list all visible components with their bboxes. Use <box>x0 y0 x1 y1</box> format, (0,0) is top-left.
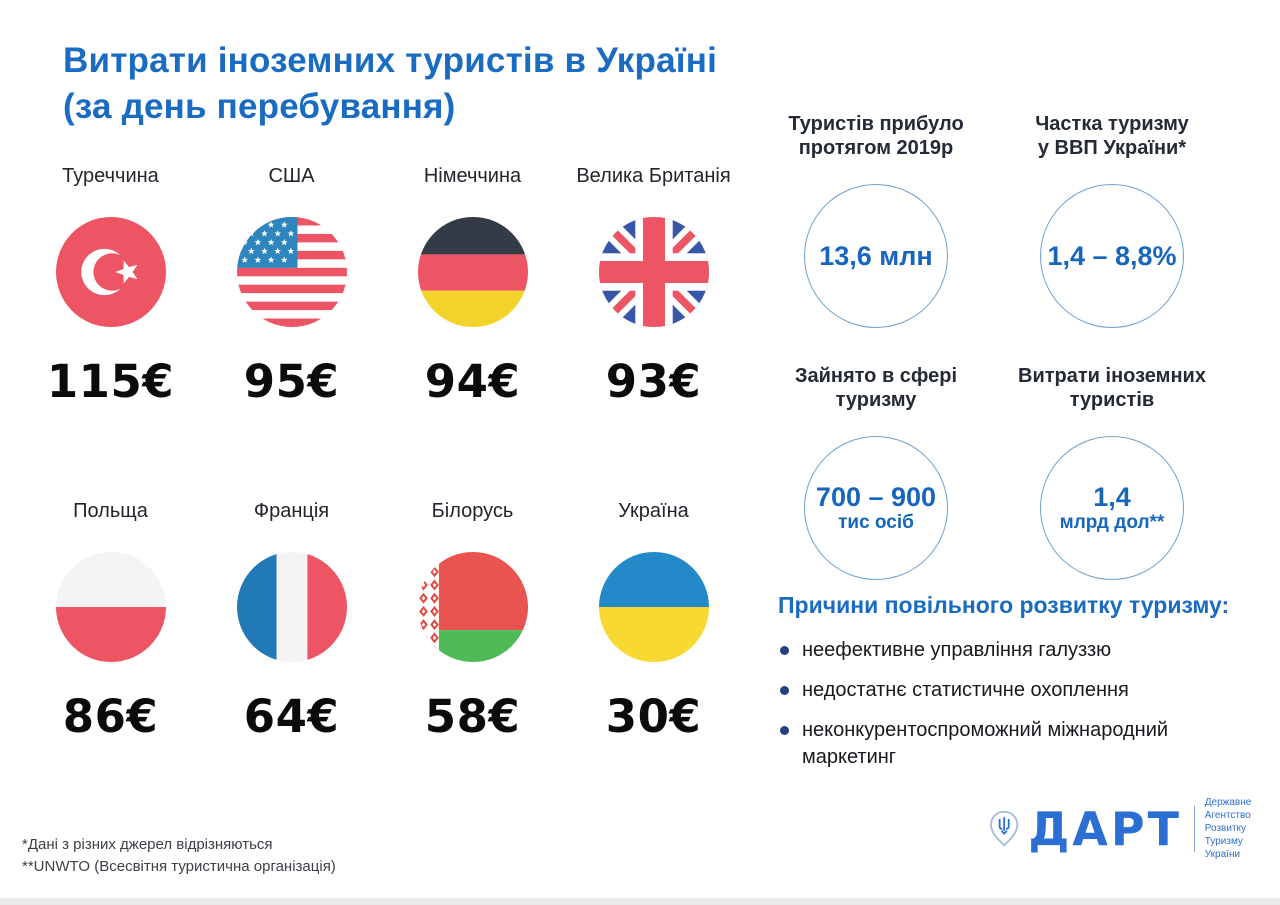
dart-logo <box>986 796 1280 861</box>
stat-circle <box>804 436 948 580</box>
footnote-unwto: **UNWTO (Всесвітня туристична організація) <box>22 858 336 875</box>
bottom-strip <box>0 898 1280 905</box>
location-pin-trident-icon <box>986 804 1022 854</box>
logo-wordmark: ДАРТ <box>1028 801 1182 856</box>
flag-germany-icon <box>418 217 528 327</box>
stat-label: Витрати іноземних туристів <box>1018 365 1206 411</box>
page-title <box>63 38 717 130</box>
country-value: 95€ <box>243 355 340 408</box>
flag-ukraine-icon <box>599 552 709 662</box>
country-card-usa <box>201 165 382 408</box>
bullet-dot <box>780 686 789 695</box>
country-label: Україна <box>618 500 689 522</box>
logo-divider <box>1194 806 1195 852</box>
country-value: 30€ <box>605 690 702 743</box>
country-label: Велика Британія <box>576 165 731 187</box>
country-value: 58€ <box>424 690 521 743</box>
stat-value: 1,4 – 8,8% <box>1047 241 1177 271</box>
flag-belarus-icon <box>418 552 528 662</box>
country-label: Білорусь <box>431 500 514 522</box>
stat-subvalue: тис осіб <box>838 512 914 533</box>
stat-foreign-tourist-spend <box>1018 364 1206 580</box>
stat-value: 13,6 млн <box>819 241 933 271</box>
country-label: Польща <box>73 500 148 522</box>
flag-france-icon <box>237 552 347 662</box>
logo-tagline: Державне Агентство Розвитку Туризму України <box>1204 797 1252 860</box>
country-card-ukraine <box>563 500 744 743</box>
stat-subvalue: млрд дол** <box>1059 512 1165 533</box>
stat-value: 700 – 900 <box>815 482 937 512</box>
country-label: Туреччина <box>62 165 159 187</box>
country-card-germany <box>382 165 563 408</box>
stat-label: Частка туризму у ВВП України* <box>1035 113 1189 159</box>
stat-gdp-share <box>1035 112 1189 328</box>
stat-circle <box>1040 184 1184 328</box>
stat-label: Туристів прибуло протягом 2019р <box>788 113 964 159</box>
country-card-uk <box>563 165 744 408</box>
stat-circle <box>804 184 948 328</box>
stat-employed-in-tourism <box>795 364 957 580</box>
reasons-heading: Причини повільного розвитку туризму: <box>778 592 1230 618</box>
country-card-belarus <box>382 500 563 743</box>
country-value: 115€ <box>46 355 175 408</box>
reason-item: неефективне управління галуззю <box>778 637 1230 664</box>
flag-usa-icon <box>237 217 347 327</box>
page-title-line2: (за день перебування) <box>63 87 456 126</box>
page-title-line1: Витрати іноземних туристів в Україні <box>63 41 718 80</box>
stat-tourists-arrived <box>788 112 963 328</box>
country-label: США <box>268 165 315 187</box>
reason-item: неконкурентоспроможний міжнародний маркетинг <box>778 717 1230 771</box>
country-value: 64€ <box>243 690 340 743</box>
stat-circle <box>1040 436 1184 580</box>
bullet-dot <box>780 646 789 655</box>
reason-item: недостатнє статистичне охоплення <box>778 677 1230 704</box>
country-label: Німеччина <box>423 165 522 187</box>
country-card-turkey <box>20 165 201 408</box>
country-card-france <box>201 500 382 743</box>
reasons-list <box>778 637 1230 771</box>
stats-grid <box>758 112 1230 580</box>
footnotes <box>22 834 336 878</box>
stat-value: 1,4 <box>1093 482 1131 512</box>
country-value: 93€ <box>605 355 702 408</box>
flag-uk-icon <box>599 217 709 327</box>
country-card-poland <box>20 500 201 743</box>
countries-grid <box>20 165 744 743</box>
flag-turkey-icon <box>56 217 166 327</box>
country-value: 86€ <box>62 690 159 743</box>
bullet-dot <box>780 726 789 735</box>
reasons-section <box>778 590 1230 784</box>
country-label: Франція <box>253 500 330 522</box>
stat-label: Зайнято в сфері туризму <box>794 365 958 411</box>
footnote-sources: *Дані з різних джерел відрізняються <box>22 836 273 853</box>
flag-poland-icon <box>56 552 166 662</box>
country-value: 94€ <box>424 355 521 408</box>
